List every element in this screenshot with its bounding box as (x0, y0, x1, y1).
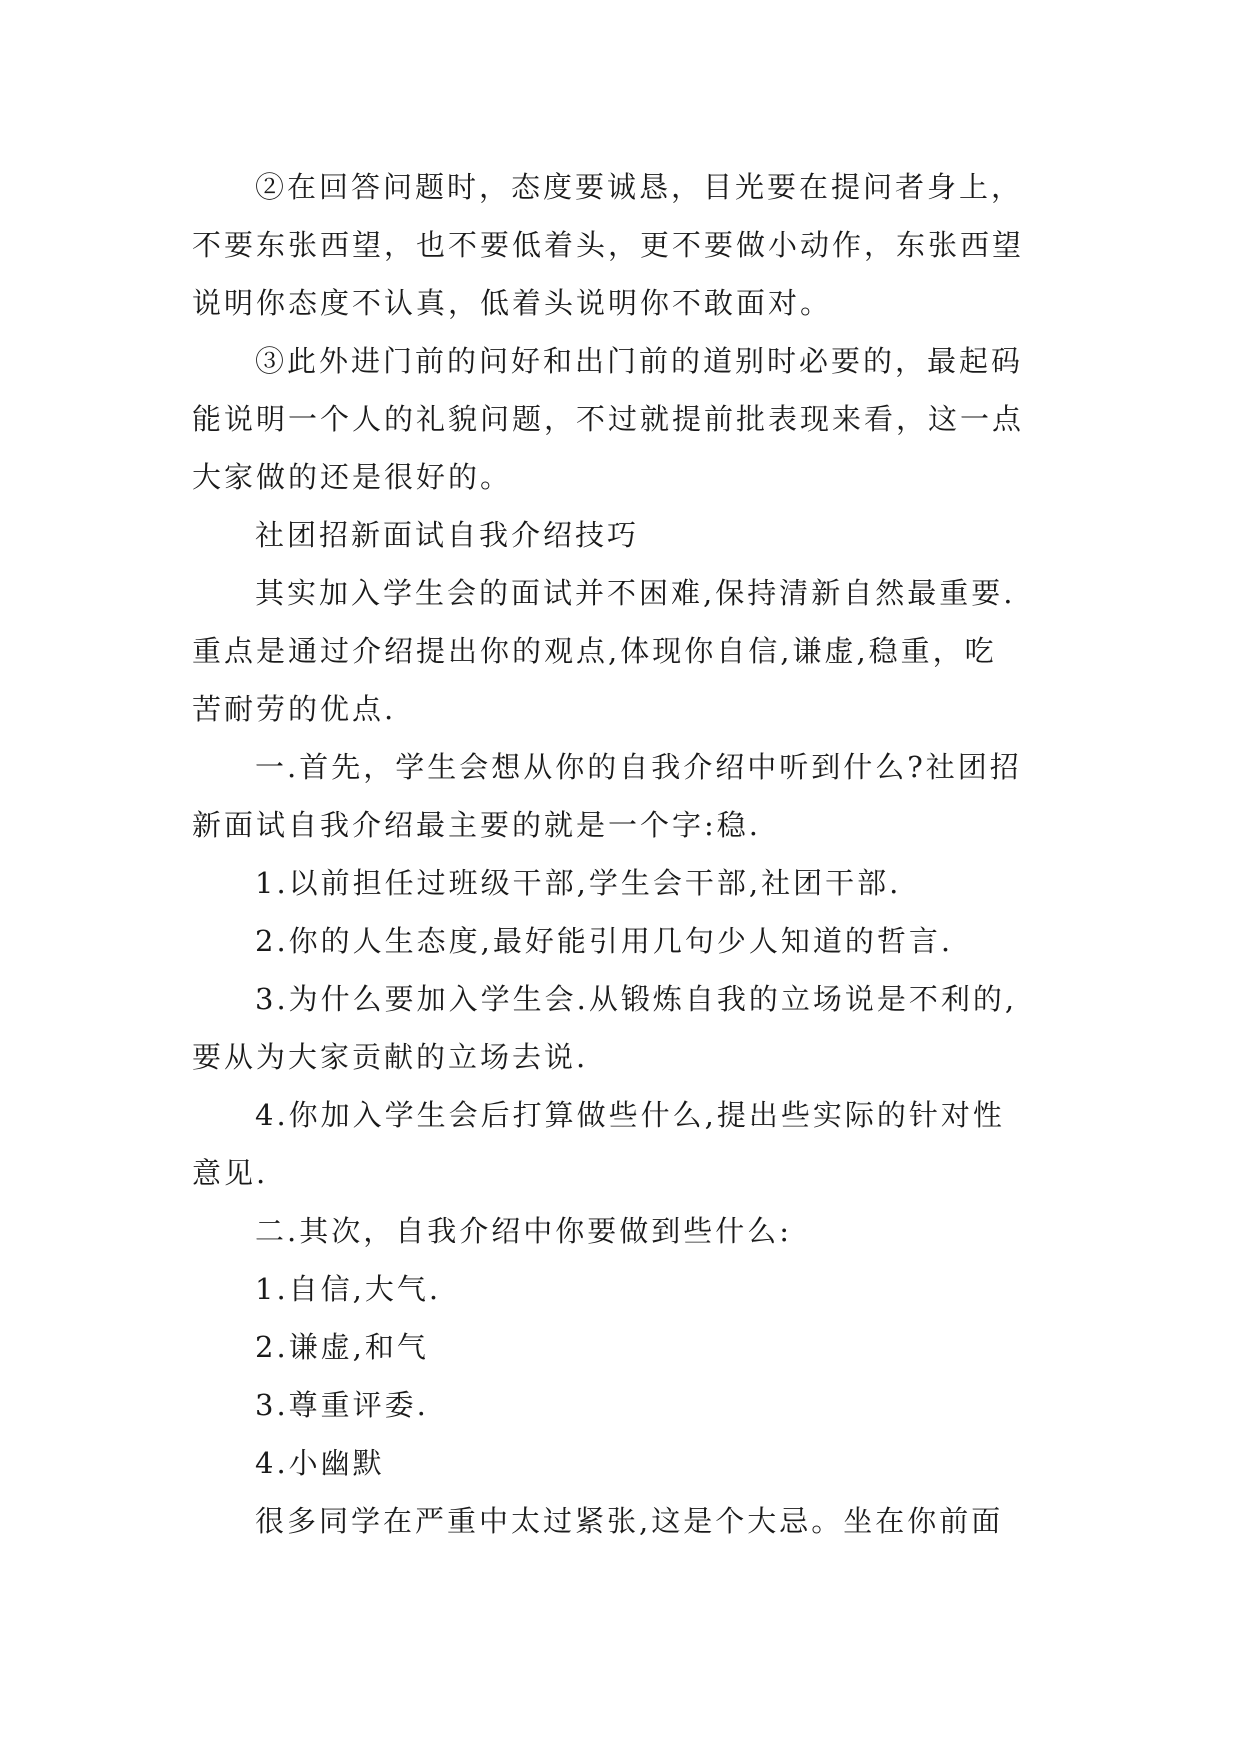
list-item: 1.自信,大气. (255, 1272, 442, 1306)
text-line: 苦耐劳的优点. (192, 692, 397, 726)
text-line: ②在回答问题时，态度要诚恳，目光要在提问者身上， (255, 170, 1024, 204)
text-line: 说明你态度不认真，低着头说明你不敢面对。 (192, 286, 833, 320)
list-item: 2.你的人生态度,最好能引用几句少人知道的哲言. (255, 924, 954, 958)
text-line: 重点是通过介绍提出你的观点,体现你自信,谦虚,稳重，吃 (192, 634, 997, 668)
text-line: 新面试自我介绍最主要的就是一个字:稳. (192, 808, 761, 842)
text-line: 一.首先，学生会想从你的自我介绍中听到什么?社团招 (255, 750, 1022, 784)
text-line: ③此外进门前的问好和出门前的道别时必要的，最起码 (255, 344, 1024, 378)
text-line: 很多同学在严重中太过紧张,这是个大忌。坐在你前面 (255, 1504, 1004, 1538)
text-line: 要从为大家贡献的立场去说. (192, 1040, 589, 1074)
list-item: 1.以前担任过班级干部,学生会干部,社团干部. (255, 866, 902, 900)
text-line: 不要东张西望，也不要低着头，更不要做小动作，东张西望 (192, 228, 1025, 262)
text-line: 意见. (192, 1156, 269, 1190)
list-item: 3.为什么要加入学生会.从锻炼自我的立场说是不利的, (255, 982, 1018, 1016)
section-heading: 社团招新面试自我介绍技巧 (255, 518, 640, 552)
list-item: 4.小幽默 (255, 1446, 385, 1480)
text-line: 其实加入学生会的面试并不困难,保持清新自然最重要. (255, 576, 1016, 610)
text-line: 二.其次，自我介绍中你要做到些什么: (255, 1214, 792, 1248)
list-item: 4.你加入学生会后打算做些什么,提出些实际的针对性 (255, 1098, 1005, 1132)
text-line: 能说明一个人的礼貌问题，不过就提前批表现来看，这一点 (192, 402, 1025, 436)
list-item: 2.谦虚,和气 (255, 1330, 429, 1364)
list-item: 3.尊重评委. (255, 1388, 429, 1422)
text-line: 大家做的还是很好的。 (192, 460, 513, 494)
